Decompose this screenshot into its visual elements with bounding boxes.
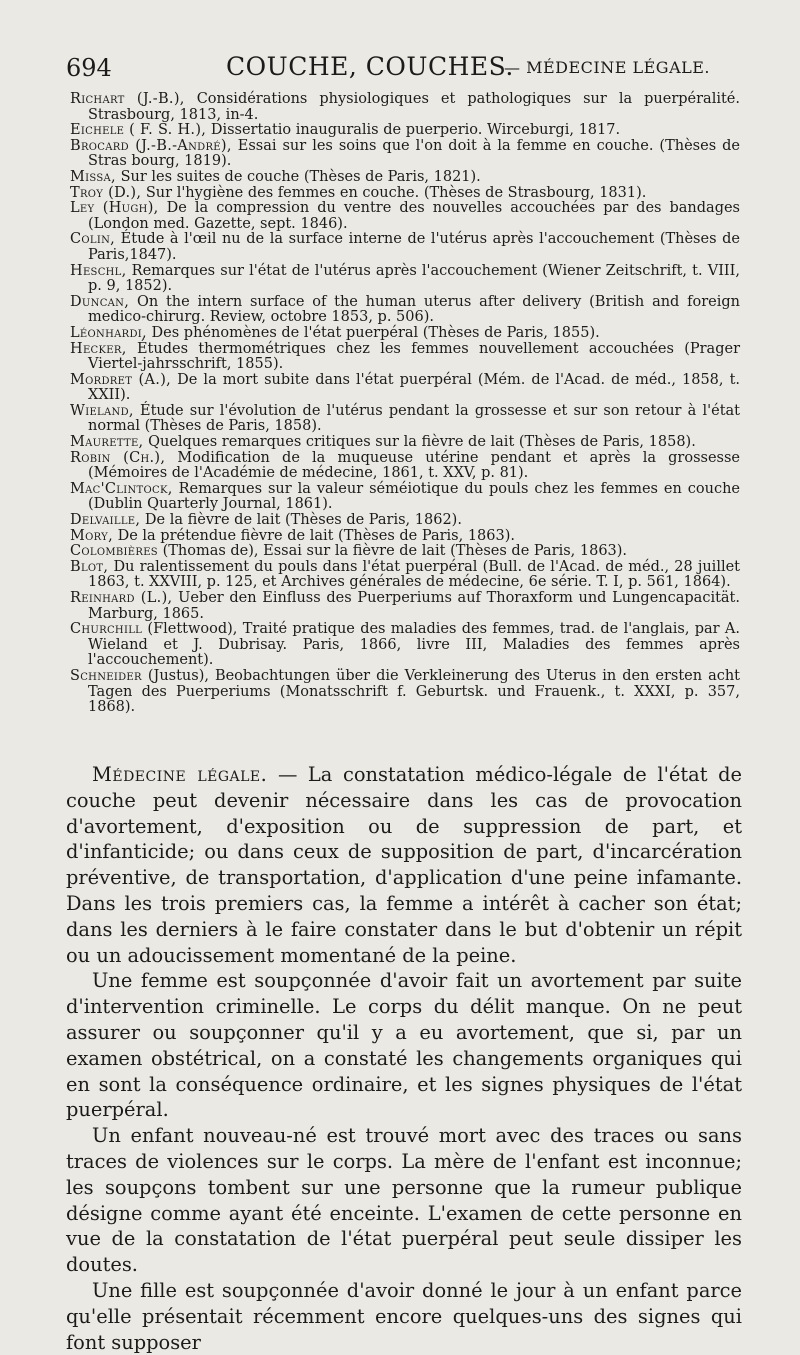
entry-author: Duncan,	[70, 293, 130, 310]
entry-author: Léonhardi,	[70, 324, 147, 341]
entry-text: Dissertatio inauguralis de puerperio. Wirceburgi, 1817.	[210, 122, 621, 139]
entry-text: Étude à l'œil nu de la surface interne de l'utérus après l'accouchement (Thèses de Paris,1847).	[88, 231, 740, 263]
entry-author: Heschl,	[70, 262, 127, 279]
entry-author: Delvaille,	[70, 512, 141, 529]
entry-text: (Flettwood), Traité pratique des maladies des femmes, trad. de l'anglais, par A. Wieland et J. Dubrisay. Paris, 1866, livre III, Maladies des femmes après l'accouchement).	[88, 621, 740, 669]
bibliography-entry	[70, 186, 740, 202]
entry-text: Remarques sur la valeur séméiotique du pouls chez les femmes en couche (Dublin Quarterly Journal, 1861).	[88, 480, 740, 513]
entry-text: (Justus), Beobachtungen über die Verkleinerung des Uterus in den ersten acht Tagen des Puerperiums (Monatsschrift f. Geburtsk. und Frauenk., t. XXXI, p. 357, 1868).	[88, 667, 741, 716]
entry-text: De la mort subite dans l'état puerpéral (Mém. de l'Acad. de méd., 1858, t. XXII).	[88, 371, 741, 404]
section-lead: Médecine légale.	[92, 763, 268, 786]
entry-text: Remarques sur l'état de l'utérus après l'accouchement (Wiener Zeitschrift, t. VIII, p. 9, 1852).	[88, 262, 740, 295]
entry-text: Étude sur l'évolution de l'utérus pendant la grossesse et sur son retour à l'état normal (Thèses de Paris, 1858).	[88, 402, 741, 435]
entry-text: De la compression du ventre des nouvelles accouchées par des bandages (London med. Gazette, sept. 1846).	[88, 200, 741, 232]
bibliography-entry	[70, 201, 740, 232]
entry-author: Mordret (A.),	[70, 371, 172, 388]
bibliography-entry	[70, 669, 740, 716]
bibliography-entry	[70, 404, 740, 435]
entry-author: Brocard (J.-B.-André),	[70, 137, 232, 154]
bibliography-entry	[70, 232, 740, 263]
entry-author: Troy (D.),	[70, 184, 142, 201]
paragraph: Une femme est soupçonnée d'avoir fait un avortement par suite d'intervention criminelle. Le corps du délit manque. On ne peut assurer ou soupçonner qu'il y a eu avortement, que si, par un examen obstétrical, on a constaté les changements organiques qui en sont la conséquence ordinaire, et les signes physiques de l'état puerpéral.	[66, 969, 742, 1122]
bibliography-entry	[70, 326, 740, 342]
entry-text: De la fièvre de lait (Thèses de Paris, 1862).	[144, 512, 462, 529]
entry-author: Robin (Ch.),	[70, 449, 166, 466]
bibliography-entry	[70, 482, 740, 513]
bibliography-entry	[70, 295, 740, 326]
entry-text: (Thomas de), Essai sur la fièvre de lait (Thèses de Paris, 1863).	[162, 543, 628, 560]
bibliography-entry	[70, 123, 740, 139]
bibliography-entry	[70, 139, 740, 170]
bibliography-entry	[70, 373, 740, 404]
bibliography-entry	[70, 92, 740, 123]
entry-text: Considérations physiologiques et pathologiques sur la puerpéralité. Strasbourg, 1813, in-4.	[88, 91, 740, 123]
entry-author: Missa,	[70, 168, 116, 185]
entry-author: Wieland,	[70, 402, 134, 419]
paragraph: Une fille est soupçonnée d'avoir donné le jour à un enfant parce qu'elle présentait récemment encore quelques-uns des signes qui font supposer	[66, 1278, 742, 1354]
main-text	[66, 762, 742, 1355]
bibliography-entry	[70, 591, 740, 622]
entry-text: De la prétendue fièvre de lait (Thèses de Paris, 1863).	[117, 527, 515, 544]
page-title: COUCHE, COUCHES.	[226, 52, 514, 81]
entry-text: Du ralentissement du pouls dans l'état puerpéral (Bull. de l'Acad. de méd., 28 juillet 1863, t. XXVIII, p. 125, et Archives générales de médecine, 6e série. T. I, p. 561, 1864).	[88, 558, 741, 591]
entry-text: On the intern surface of the human uterus after delivery (British and foreign medico-chirurg. Review, octobre 1853, p. 506).	[88, 293, 741, 326]
entry-text: Ueber den Einfluss des Puerperiums auf Thoraxform und Lungencapacität. Marburg, 1865.	[88, 590, 740, 622]
bibliography-entry	[70, 170, 740, 186]
bibliography-entry	[70, 435, 740, 451]
entry-author: Eichele ( F. S. H.),	[70, 122, 207, 139]
entry-text: Sur les suites de couche (Thèses de Paris, 1821).	[120, 168, 481, 185]
entry-author: Mac'Clintock,	[70, 480, 173, 497]
running-header	[66, 50, 742, 86]
bibliography-entry	[70, 513, 740, 529]
bibliography-entry	[70, 544, 740, 560]
entry-author: Mory,	[70, 527, 113, 544]
entry-author: Colombières	[70, 543, 158, 560]
entry-author: Maurette,	[70, 434, 144, 451]
entry-author: Schneider	[70, 667, 142, 684]
entry-text: Études thermométriques chez les femmes nouvellement accouchées (Prager Viertel-jahrsschrift, 1855).	[88, 340, 740, 373]
entry-author: Churchill	[70, 621, 143, 638]
entry-text: Essai sur les soins que l'on doit à la femme en couche. (Thèses de Stras bourg, 1819).	[88, 137, 740, 170]
paragraph	[66, 762, 742, 968]
bibliography-entry	[70, 451, 740, 482]
paragraph-text: — La constatation médico-légale de l'état de couche peut devenir nécessaire dans les cas de provocation d'avortement, d'exposition ou de suppression de part, et d'infanticide; ou dans ceux de supposition de part, d'incarcération préventive, de transportation, d'application d'une peine infamante. Dans les trois premiers cas, la femme a intérêt à cacher son état; dans les derniers à le faire constater dans le but d'obtenir un répit ou un adoucissement momentané de la peine.	[66, 763, 743, 967]
entry-author: Hecker,	[70, 340, 127, 357]
bibliography-entry	[70, 529, 740, 545]
entry-text: Modification de la muqueuse utérine pendant et après la grossesse (Mémoires de l'Académie de médecine, 1861, t. XXV, p. 81).	[88, 449, 740, 482]
entry-author: Reinhard (L.),	[70, 590, 173, 606]
entry-text: Sur l'hygiène des femmes en couche. (Thèses de Strasbourg, 1831).	[145, 184, 647, 201]
entry-text: Des phénomènes de l'état puerpéral (Thèses de Paris, 1855).	[151, 324, 600, 341]
paragraph: Un enfant nouveau-né est trouvé mort avec des traces ou sans traces de violences sur le corps. La mère de l'enfant est inconnue; les soupçons tombent sur une personne que la rumeur publique désigne comme ayant été enceinte. L'examen de cette personne en vue de la constatation de l'état puerpéral peut seule dissiper les doutes.	[66, 1124, 742, 1277]
bibliography-list	[70, 92, 740, 716]
entry-author: Richart (J.-B.),	[70, 91, 185, 107]
page-number: 694	[66, 54, 112, 82]
entry-author: Colin,	[70, 231, 116, 248]
bibliography-entry	[70, 342, 740, 373]
entry-author: Blot,	[70, 558, 109, 575]
section-title: — MÉDECINE LÉGALE.	[504, 58, 711, 77]
bibliography-entry	[70, 560, 740, 591]
entry-text: Quelques remarques critiques sur la fièvre de lait (Thèses de Paris, 1858).	[148, 434, 696, 451]
bibliography-entry	[70, 622, 740, 669]
entry-author: Ley (Hugh),	[70, 200, 159, 217]
bibliography-entry	[70, 264, 740, 295]
